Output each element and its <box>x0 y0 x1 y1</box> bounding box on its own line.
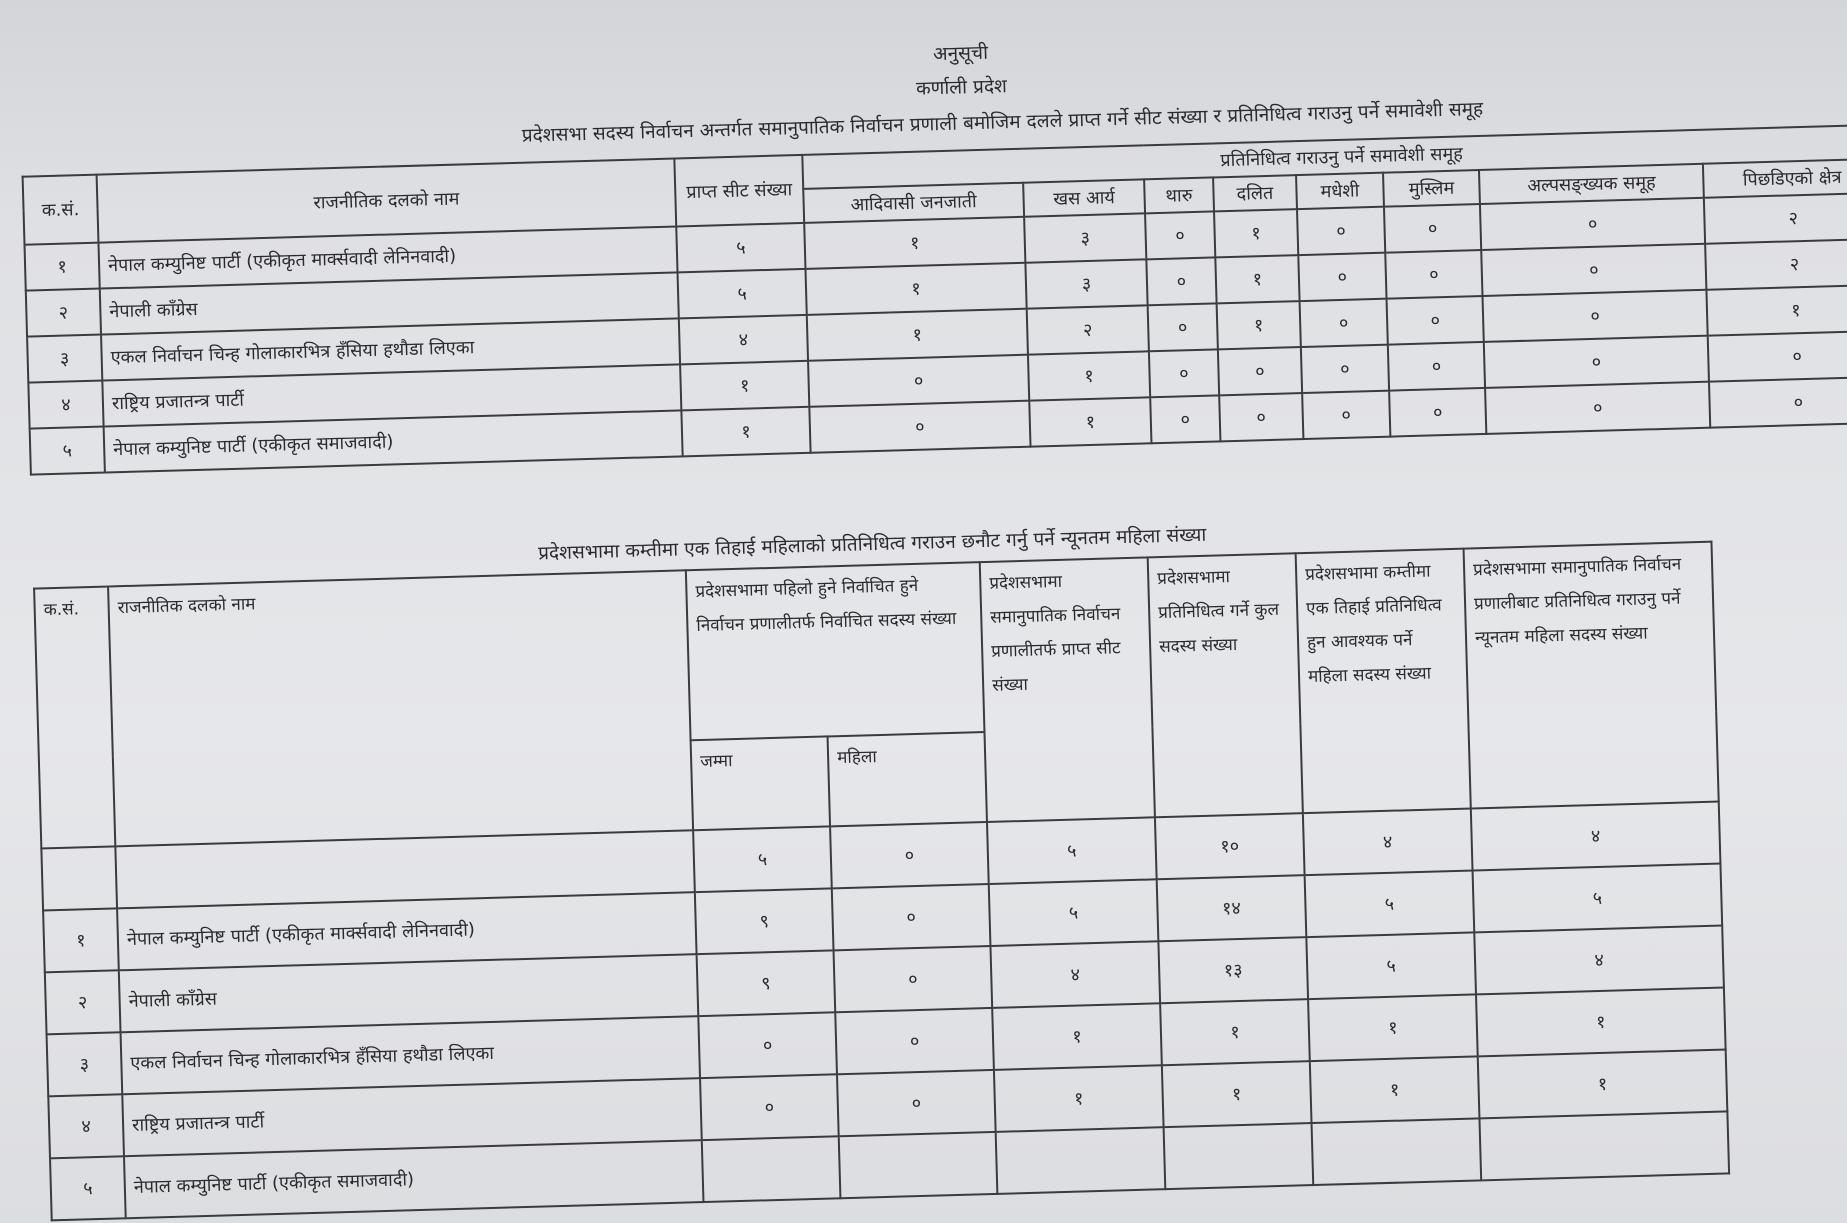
row-group-value: १ <box>1215 255 1300 303</box>
row-group-value: ० <box>1385 250 1483 299</box>
row-value: ० <box>700 1074 839 1140</box>
row-group-value: ० <box>1483 290 1707 342</box>
row-value: १४ <box>1157 875 1307 941</box>
province-name: कर्णाली प्रदेश <box>915 75 1008 100</box>
row-group-value: २ <box>1704 193 1847 244</box>
row-group-value: ० <box>809 401 1030 453</box>
row-value: ० <box>832 884 991 950</box>
row-serial: ५ <box>30 427 105 475</box>
row-value: ० <box>834 946 993 1012</box>
row-party-name: नेपाल कम्युनिष्ट पार्टी (एकीकृत समाजवादी) <box>124 1140 704 1218</box>
row-party-name: राष्ट्रिय प्रजातन्त्र पार्टी <box>102 364 681 426</box>
row-serial <box>41 846 117 910</box>
row-value: १ <box>994 1065 1164 1132</box>
row-group-value: १ <box>807 309 1028 361</box>
table1-col-seats: प्राप्त सीट संख्या <box>674 155 804 227</box>
row-group-value: ० <box>1149 349 1219 397</box>
row-value: १ <box>1476 988 1726 1057</box>
row-value <box>1164 1123 1314 1189</box>
row-value: १ <box>1478 1049 1728 1118</box>
row-value: ४ <box>990 941 1160 1008</box>
row-value <box>839 1132 998 1198</box>
row-value: ५ <box>987 817 1157 884</box>
row-group-value: ३ <box>1024 213 1146 262</box>
row-value: १ <box>1310 1056 1480 1123</box>
row-group-value: ० <box>1219 393 1304 441</box>
row-value: ४ <box>1303 809 1473 876</box>
row-serial: ४ <box>48 1094 124 1158</box>
row-value: ९ <box>695 888 834 954</box>
row-group-value: ० <box>1300 299 1388 347</box>
row-party-name: नेपाल कम्युनिष्ट पार्टी (एकीकृत समाजवादी) <box>104 410 683 472</box>
row-serial: ३ <box>27 335 102 383</box>
row-party-name: नेपाली काँग्रेस <box>100 272 679 334</box>
row-seats: ४ <box>679 315 808 365</box>
row-group-value: ० <box>1386 296 1484 345</box>
row-group-value: ० <box>1146 257 1216 305</box>
table1-group-col: अल्पसङ्ख्यक समूह <box>1479 164 1703 204</box>
row-seats: १ <box>680 361 809 411</box>
table2-col-pr-seats: प्रदेशसभामा समानुपातिक निर्वाचन प्रणालीतर्फ प्राप्त सीट संख्या <box>980 557 1155 822</box>
table2-col-fptp-total: जम्मा <box>691 736 831 830</box>
table2-col-fptp-women: महिला <box>828 732 987 826</box>
row-group-value: १ <box>1706 285 1847 336</box>
row-party-name: नेपाली काँग्रेस <box>119 954 699 1032</box>
row-group-value: ० <box>1388 342 1486 391</box>
row-serial: १ <box>43 908 119 972</box>
row-group-value: १ <box>1029 397 1151 446</box>
table1-group-col: पिछडिएको क्षेत्र <box>1703 159 1847 198</box>
table2-col-min-women: प्रदेशसभामा समानुपातिक निर्वाचन प्रणालीबाट प्रतिनिधित्व गराउनु पर्ने न्यूनतम महिला सदस्य संख्या <box>1464 542 1719 809</box>
row-group-value: ० <box>1709 377 1847 428</box>
row-group-value: ३ <box>1025 259 1147 308</box>
row-group-value: ० <box>1150 395 1220 443</box>
row-group-value: ० <box>808 355 1029 407</box>
row-group-value: ० <box>1297 207 1385 255</box>
row-group-value: ० <box>1298 253 1386 301</box>
document-page <box>10 0 1847 1208</box>
row-value: १ <box>1162 1061 1312 1127</box>
table1-group-col: दलित <box>1213 175 1297 211</box>
row-serial: २ <box>45 970 121 1034</box>
row-group-value: ० <box>1482 244 1706 296</box>
row-value: १३ <box>1158 937 1308 1003</box>
row-group-value: ० <box>1484 336 1708 388</box>
table2-header-row <box>34 542 1716 759</box>
row-group-value: २ <box>1027 305 1149 354</box>
row-seats: १ <box>681 407 810 457</box>
row-group-value: १ <box>1214 209 1299 257</box>
table2-caption: प्रदेशसभामा कम्तीमा एक तिहाई महिलाको प्रतिनिधित्व गराउन छनौट गर्नु पर्ने न्यूनतम महिला संख्या <box>537 523 1207 565</box>
row-value: १ <box>1160 999 1310 1065</box>
row-serial: ३ <box>47 1032 123 1096</box>
table2-col-sn: क.सं. <box>34 586 115 848</box>
table2-col-total-members: प्रदेशसभामा प्रतिनिधित्व गर्ने कुल सदस्य संख्या <box>1148 553 1303 817</box>
row-value: ५ <box>1305 870 1475 937</box>
row-serial: ४ <box>28 381 103 429</box>
table2-col-party: राजनीतिक दलको नाम <box>108 570 693 846</box>
row-value: ५ <box>1473 864 1723 933</box>
row-group-value: ० <box>1301 345 1389 393</box>
table1-group-col: खस आर्य <box>1023 179 1145 216</box>
row-seats: ५ <box>676 223 805 273</box>
row-party-name: राष्ट्रिय प्रजातन्त्र पार्टी <box>122 1078 702 1156</box>
row-serial: १ <box>24 243 99 291</box>
table2-col-fptp: प्रदेशसभामा पहिलो हुने निर्वाचित हुने निर्वाचन प्रणालीतर्फ निर्वाचित सदस्य संख्या <box>686 562 985 740</box>
document-title: अनुसूची <box>932 41 989 66</box>
row-value: ९ <box>697 950 836 1016</box>
row-group-value: ० <box>1148 303 1218 351</box>
row-group-value: ० <box>1480 198 1704 250</box>
women-representation-table <box>33 541 1730 1222</box>
row-value: ० <box>830 822 989 888</box>
table1-col-party: राजनीतिक दलको नाम <box>97 158 677 242</box>
row-value: ० <box>835 1008 994 1074</box>
row-value: ५ <box>693 826 832 892</box>
row-value: १ <box>1308 994 1478 1061</box>
row-value: ० <box>837 1070 996 1136</box>
row-group-value: ० <box>1707 331 1847 382</box>
row-group-value: १ <box>1216 301 1301 349</box>
table1-group-col: मुस्लिम <box>1383 170 1481 207</box>
row-value: ४ <box>1474 926 1724 995</box>
row-value <box>1479 1111 1729 1180</box>
row-value <box>702 1136 841 1202</box>
row-group-value: १ <box>805 263 1026 315</box>
table1-col-sn: क.सं. <box>23 175 99 245</box>
row-group-value: ० <box>1389 388 1487 437</box>
row-group-value: २ <box>1705 239 1847 290</box>
table1-group-col: थारु <box>1144 177 1213 213</box>
row-serial: २ <box>26 289 101 337</box>
document-heading: प्रदेशसभा सदस्य निर्वाचन अन्तर्गत समानुपातिक निर्वाचन प्रणाली बमोजिम दलले प्राप्त गर्ने सीट संख्या र प्रतिनिधित्व गराउनु पर्ने समावेशी समूह <box>521 97 1484 147</box>
row-value: ० <box>698 1012 837 1078</box>
row-group-value: १ <box>804 217 1025 269</box>
row-value <box>1312 1118 1482 1185</box>
row-group-value: ० <box>1384 204 1482 253</box>
row-party-name: नेपाल कम्युनिष्ट पार्टी (एकीकृत मार्क्सवादी लेनिनवादी) <box>98 226 677 288</box>
row-group-value: ० <box>1485 382 1709 434</box>
row-party-name: एकल निर्वाचन चिन्ह गोलाकारभित्र हँसिया हथौडा लिएका <box>121 1016 701 1094</box>
table1-group-col: मधेशी <box>1296 173 1383 209</box>
table1-group-header: प्रतिनिधित्व गराउनु पर्ने समावेशी समूह <box>802 125 1847 189</box>
table1-group-col: आदिवासी जनजाती <box>803 183 1024 223</box>
row-value <box>996 1127 1166 1194</box>
row-seats: ५ <box>678 269 807 319</box>
row-party-name: नेपाल कम्युनिष्ट पार्टी (एकीकृत मार्क्सवादी लेनिनवादी) <box>117 892 697 970</box>
row-value: १ <box>992 1003 1162 1070</box>
row-value: ४ <box>1471 802 1721 871</box>
seat-allocation-table <box>22 124 1847 476</box>
row-group-value: ० <box>1145 211 1215 259</box>
row-party-name: एकल निर्वाचन चिन्ह गोलाकारभित्र हँसिया हथौडा लिएका <box>101 318 680 380</box>
row-value: ५ <box>989 879 1159 946</box>
table2-col-required-women: प्रदेशसभामा कम्तीमा एक तिहाई प्रतिनिधित्व हुन आवश्यक पर्ने महिला सदस्य संख्या <box>1296 549 1471 814</box>
row-value: १० <box>1155 813 1305 879</box>
row-group-value: ० <box>1302 391 1390 439</box>
row-serial: ५ <box>50 1156 126 1220</box>
row-group-value: १ <box>1028 351 1150 400</box>
row-value: ५ <box>1306 932 1476 999</box>
row-group-value: ० <box>1218 347 1303 395</box>
